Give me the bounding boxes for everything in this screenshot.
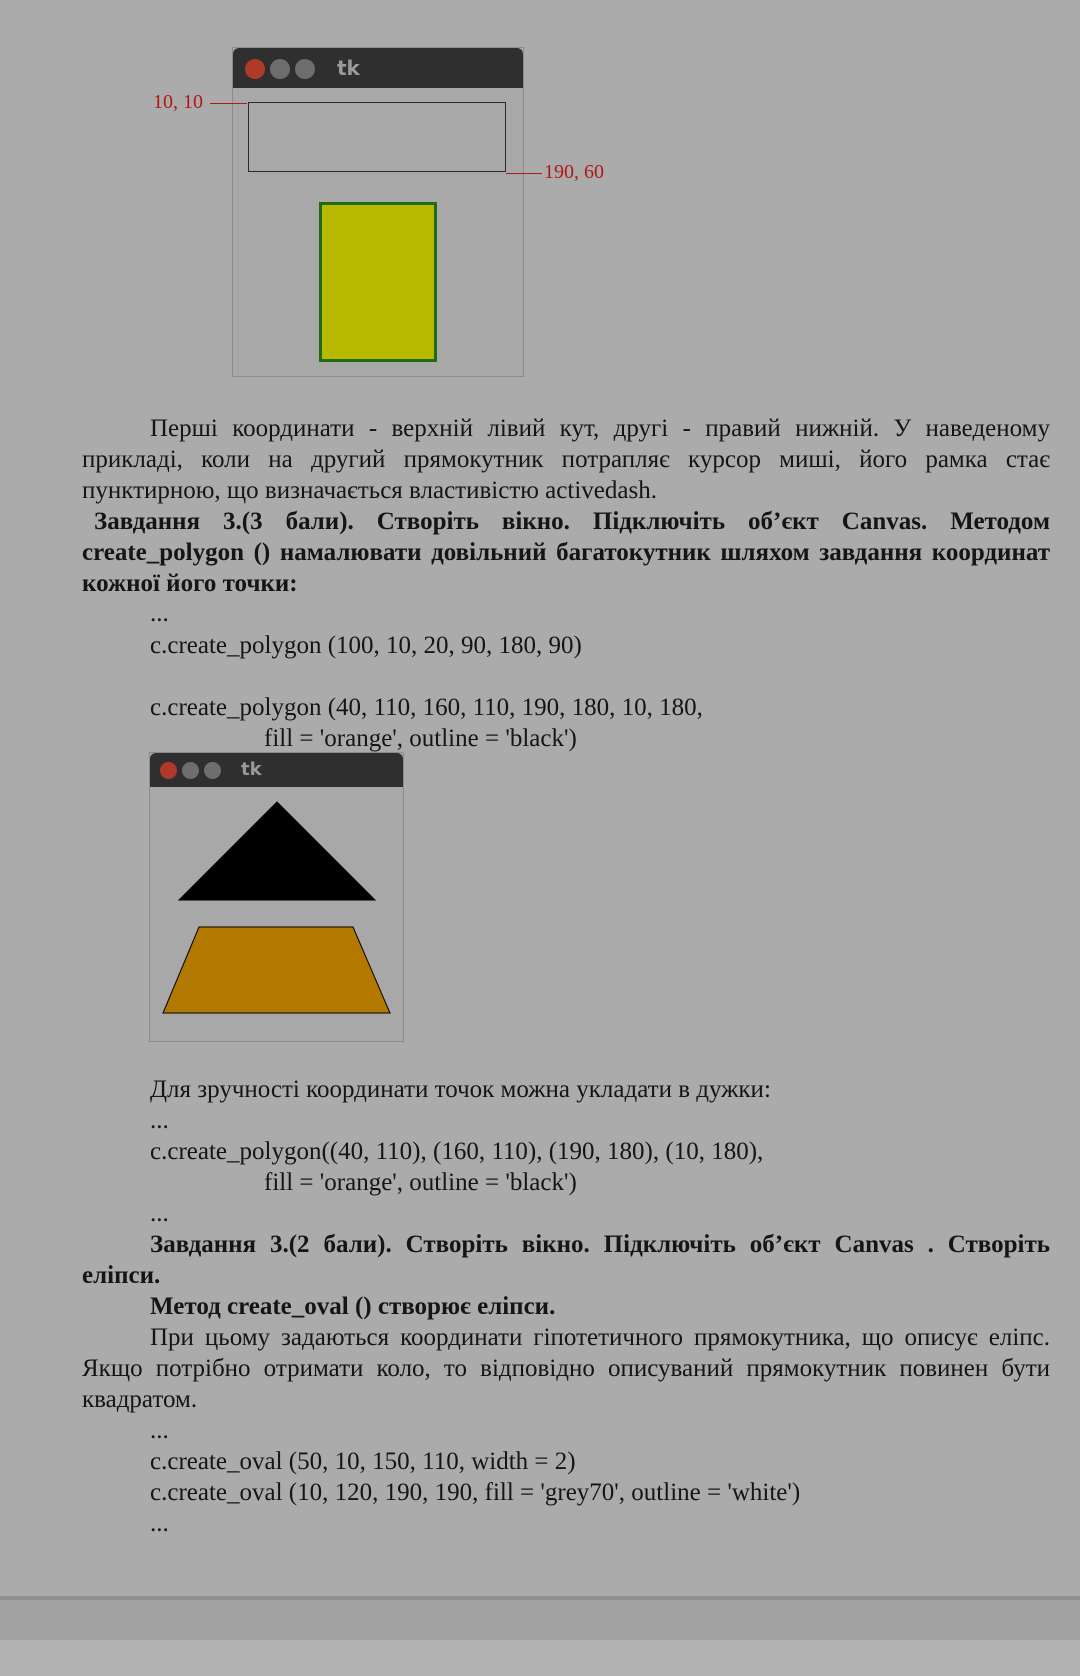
code-ellipsis: ...: [150, 1510, 169, 1537]
code-line: c.create_polygon (100, 10, 20, 90, 180, 90): [150, 632, 582, 659]
code-ellipsis: ...: [150, 1200, 169, 1227]
close-icon: [245, 59, 265, 79]
paragraph-brackets: Для зручності координати точок можна укладати в дужки:: [150, 1076, 771, 1103]
minimize-icon: [182, 762, 199, 779]
code-line: c.create_polygon (40, 110, 160, 110, 190, 180, 10, 180,: [150, 694, 703, 721]
outline-rectangle: [248, 102, 506, 172]
code-line: c.create_polygon((40, 110), (160, 110), (190, 180), (10, 180),: [150, 1138, 764, 1165]
label-top-left: 10, 10: [153, 91, 203, 113]
tk-window-rectangles: [232, 47, 524, 377]
paragraph-oval: При цьому задаються координати гіпотетичного прямокутника, що описує еліпс. Якщо потрібно отримати коло, то відповідно описуваний прямокутник повинен бути квадратом.: [82, 1324, 1050, 1413]
code-line: c.create_oval (50, 10, 150, 110, width = 2): [150, 1448, 576, 1475]
minimize-icon: [270, 59, 290, 79]
close-icon: [160, 762, 177, 779]
maximize-icon: [295, 59, 315, 79]
paragraph-coordinates: Перші координати - верхній лівий кут, другі - правий нижній. У наведеному прикладі, коли на другий прямокутник потрапляє курсор миші, його рамка стає пунктирною, що визначається властивістю activedash.: [82, 415, 1050, 504]
pointer-line-bottom-right: [506, 173, 542, 174]
viewer-bottom-bar: [0, 1640, 1080, 1676]
code-line: fill = 'orange', outline = 'black'): [264, 725, 577, 752]
viewer-bottom-strip: [0, 1600, 1080, 1640]
method-heading: Метод create_oval () створює еліпси.: [150, 1293, 556, 1320]
window-titlebar: [233, 48, 523, 88]
code-line: fill = 'orange', outline = 'black'): [264, 1169, 577, 1196]
window-title: tk: [337, 56, 360, 80]
window-title: tk: [241, 759, 262, 780]
pointer-line-top-left: [210, 103, 247, 104]
polygon-canvas: [150, 787, 403, 1041]
code-ellipsis: ...: [150, 1107, 169, 1134]
triangle-polygon: [179, 802, 375, 900]
filled-rectangle: [319, 202, 437, 362]
maximize-icon: [204, 762, 221, 779]
window-titlebar: [150, 753, 403, 787]
code-ellipsis: ...: [150, 1417, 169, 1444]
task-heading-oval: Завдання 3.(2 бали). Створіть вікно. Підключіть об’єкт Canvas . Створіть еліпси.: [82, 1231, 1050, 1289]
trapezoid-polygon: [163, 927, 390, 1013]
code-ellipsis: ...: [150, 600, 169, 627]
tk-window-polygons: [149, 752, 404, 1042]
code-line: c.create_oval (10, 120, 190, 190, fill = 'grey70', outline = 'white'): [150, 1479, 801, 1506]
task-heading-polygon: Завдання 3.(3 бали). Створіть вікно. Підключіть об’єкт Canvas. Методом create_polygon () намалювати довільний багатокутник шляхом завдання координат кожної його точки:: [82, 508, 1050, 597]
label-bottom-right: 190, 60: [544, 161, 604, 183]
